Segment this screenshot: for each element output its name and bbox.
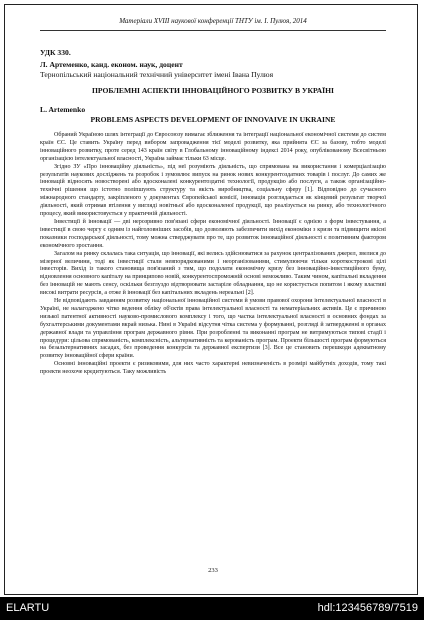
- paragraph: Інвестиції й інновації — дві нерозривно пов'язані сфери економічної діяльності. Інновації є однією з форм інвестування, а інвестиції в свою чергу є одним із найголовніших засобів, що дозволяють забезпечити вихід економіки з кризи та підвищити якісні показники господарської діяльності, тому можна стверджувати про те, що розвиток інноваційної діяльності є позитивним фактором економічного зростання.: [40, 218, 386, 249]
- paragraph: Загалом на ринку склалась така ситуація, що інновації, які велись здійснюватися за рахунок централізованих джерел, звелися до мізерної величини, тоді як інвестиції стали невпорядкованими і неорганізованими, стимулюючи тільки короткострокові цілі інвесторів. Вихід із такого становища пов'язаний з тим, що подолати економічну кризу без інноваційно-інвестиційного буму, відновлення основного капіталу на принципово новій, конкурентоспроможній основі неможливо. Таким чином, капітальні вкладення без інновацій не мають сенсу, оскільки безглуздо відтворювати застаріле обладнання, що не користується попитом і якому властиві високі витрати ресурсів, а отже й інновації без капітальних вкладень нереальні [2].: [40, 250, 386, 297]
- footer-handle-link[interactable]: hdl:123456789/7519: [317, 602, 418, 614]
- author-en: L. Artemenko: [40, 105, 86, 114]
- footer-bar: [0, 597, 424, 620]
- page-number: 233: [208, 567, 218, 574]
- title-ua: ПРОБЛЕМНІ АСПЕКТИ ІННОВАЦІЙНОГО РОЗВИТКУ В УКРАЇНІ: [92, 86, 334, 95]
- running-header: Матеріали XVIII наукової конференції ТНТУ ім. І. Пулюя, 2014: [119, 17, 307, 25]
- article-body: [40, 132, 386, 377]
- affiliation: Тернопільський національний технічний університет імені Івана Пулюя: [40, 70, 274, 79]
- udk-code: УДК 330.: [40, 48, 71, 57]
- title-en: PROBLEMS ASPECTS DEVELOPMENT OF INNOVAIVE IN UKRAINE: [90, 115, 336, 124]
- author-ua: Л. Артеменко, канд. економ. наук, доцент: [40, 60, 183, 69]
- header-divider: [40, 30, 386, 31]
- footer-repository-label: ELARTU: [6, 602, 50, 614]
- paragraph: Основні інноваційні проекти є ризиковими, для них часто характерні невизначеність в розмірі майбутніх доходів, тому такі проекти неохоче кредитуються. Таку можливість: [40, 361, 386, 376]
- paragraph: Не відповідають завданням розвитку національної інноваційної системи й умови правової охорони інтелектуальної власності в Україні, не налагоджено чітко ведення обліку об'єктів права інтелектуальної власності та нематеріальних активів. Це є причиною низької патентної активності науково-промислового комплексу і того, що частка інтелектуальної власності в основних фондах за бухгалтерськими документами вкрай низька. Нині в Україні відсутня чітка система у формуванні, розгляді й затвердженні в органах державної влади та управління програм державного рівня. При розробленні та виконанні програм не витримуються типові стадії і процедури: цільова спрямованість, комплексність, альтернативність та керованість програм. Проекти більшості програм формуються на безальтернативних засадах, без проведення конкурсів та державної експертизи [3]. Все це становить перешкоди адекватному розвитку інноваційної сфери країни.: [40, 298, 386, 360]
- paragraph: Обраний Україною шлях інтеграції до Євросоюзу вимагає зближення та інтеграції національної економічної системи до систем країн ЄС. Це ставить Україну перед вибором запровадження тієї моделі розвитку, яка прийнята ЄС за базову, тобто моделі інноваційного розвитку, проте серед 143 країн світу в Глобальному інноваційному індексі 2014 року, опублікованому Всесвітньою організацією інтелектуальної власності, Україна займає тільки 63 місце.: [40, 132, 386, 162]
- paragraph: Згідно ЗУ «Про інноваційну діяльність», під неї розуміють діяльність, що спрямована на використання і комерціалізацію результатів наукових досліджень та розробок і зумовлює випуск на ринок нових конкурентоздатних товарів і послуг. До самих же інновацій відносять новостворені або вдосконалені конкурентоздатні технології, продукцію або послуги, а також організаційно-технічні рішення що істотно поліпшують структуру та якість виробництва, соціальну сферу [1]. Відповідно до сучасного міжнародного стандарту, закріпленого у документах Європейської комісії, інновація розглядається як кінцевий результат творчої діяльності, який отримав втілення у вигляді новітньої або вдосконаленої продукції, що реалізується на ринку, або технологічного процесу, який використовується у практичній діяльності.: [40, 163, 386, 218]
